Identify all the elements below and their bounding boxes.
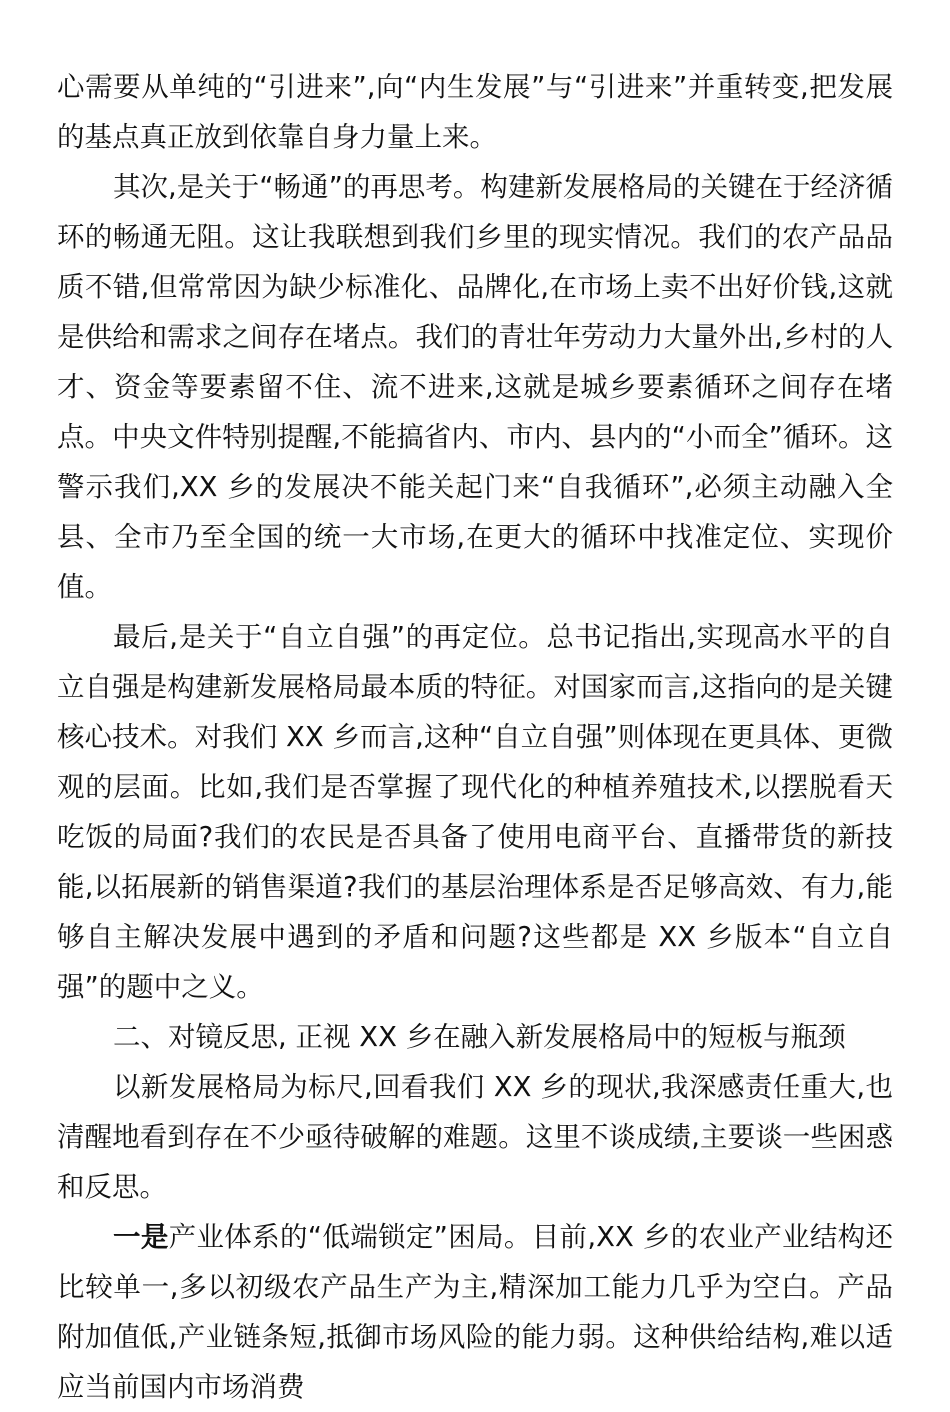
document-body xyxy=(57,62,893,1412)
paragraph-changtong-reflection: 其次,是关于“畅通”的再思考。构建新发展格局的关键在于经济循环的畅通无阻。这让我联想到我们乡里的现实情况。我们的农产品品质不错,但常常因为缺少标准化、品牌化,在市场上卖不出好价钱,这就是供给和需求之间存在堵点。我们的青壮年劳动力大量外出,乡村的人才、资金等要素留不住、流不进来,这就是城乡要素循环之间存在堵点。中央文件特别提醒,不能搞省内、市内、县内的“小而全”循环。这警示我们,XX 乡的发展决不能关起门来“自我循环”,必须主动融入全县、全市乃至全国的统一大市场,在更大的循环中找准定位、实现价值。 xyxy=(57,171,893,603)
paragraph-point-one xyxy=(57,1212,893,1412)
section-heading-two: 二、对镜反思, 正视 XX 乡在融入新发展格局中的短板与瓶颈 xyxy=(113,1021,846,1053)
paragraph-continuation: 心需要从单纯的“引进来”,向“内生发展”与“引进来”并重转变,把发展的基点真正放到依靠自身力量上来。 xyxy=(57,71,893,153)
point-one-text: 产业体系的“低端锁定”困局。目前,XX 乡的农业产业结构还比较单一,多以初级农产品生产为主,精深加工能力几乎为空白。产品附加值低,产业链条短,抵御市场风险的能力弱。这种供给结构,难以适应当前国内市场消费 xyxy=(57,1221,893,1403)
paragraph-self-reliance-repositioning: 最后,是关于“自立自强”的再定位。总书记指出,实现高水平的自立自强是构建新发展格局最本质的特征。对国家而言,这指向的是关键核心技术。对我们 XX 乡而言,这种“自立自强”则体现在更具体、更微观的层面。比如,我们是否掌握了现代化的种植养殖技术,以摆脱看天吃饭的局面?我们的农民是否具备了使用电商平台、直播带货的新技能,以拓展新的销售渠道?我们的基层治理体系是否足够高效、有力,能够自主解决发展中遇到的矛盾和问题?这些都是 XX 乡版本“自立自强”的题中之义。 xyxy=(57,621,893,1003)
point-one-label: 一是 xyxy=(113,1221,169,1253)
paragraph-current-situation: 以新发展格局为标尺,回看我们 XX 乡的现状,我深感责任重大,也清醒地看到存在不少亟待破解的难题。这里不谈成绩,主要谈一些困惑和反思。 xyxy=(57,1071,893,1203)
